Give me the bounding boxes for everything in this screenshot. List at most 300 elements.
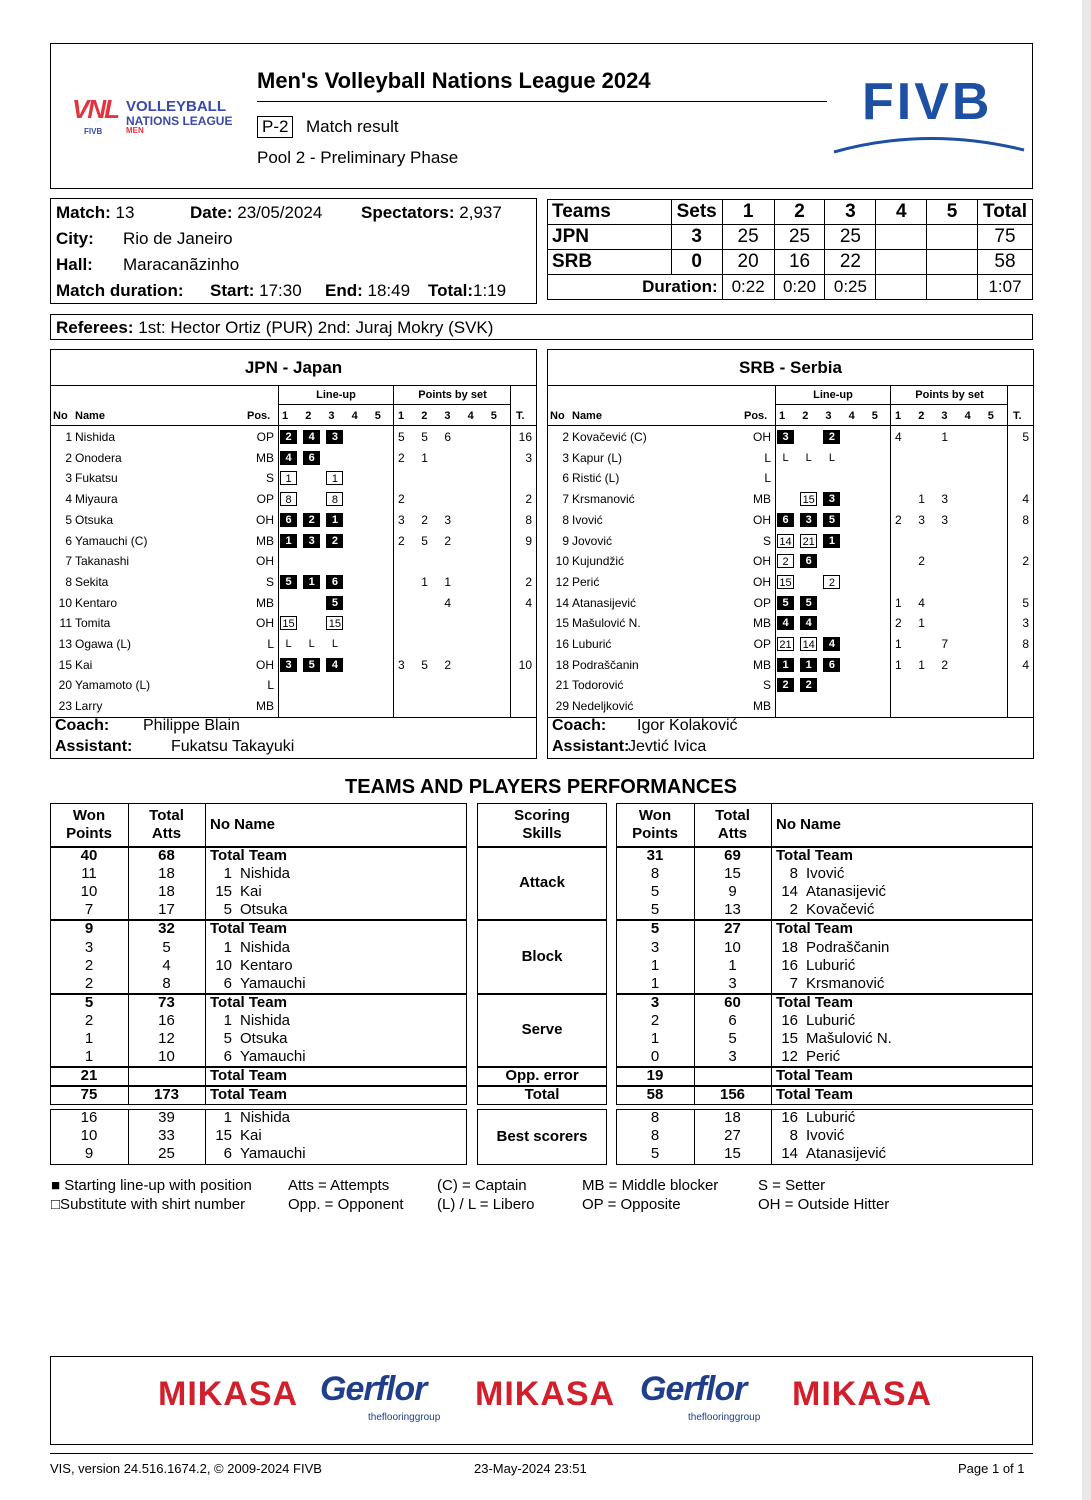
total-points: 75 [978,225,1033,250]
set-points: 5 [421,657,428,672]
end-row [325,281,410,301]
total-attempts: 17 [158,901,175,919]
player-number: 15 [781,1030,798,1047]
starting-position: 3 [303,534,320,548]
player-number: 29 [555,699,569,714]
player-name: Kai [240,883,262,901]
header-divider [547,425,1034,426]
player-total: 8 [1022,512,1029,527]
set-points: 3 [398,657,405,672]
name-header: Name [75,410,105,422]
player-position: OP [753,637,771,651]
date-label: Date: [190,203,233,222]
total-atts-header: Total [149,807,184,824]
player-name: Krsmanović [806,974,885,992]
footer-page: Page 1 of 1 [958,1461,1025,1476]
total-attempts: 60 [724,993,741,1011]
starting-position: 1 [303,575,320,589]
assistant-name: Jevtić Ivica [628,738,707,755]
total-attempts: 10 [724,938,741,956]
skill-label: Block [521,947,563,965]
starting-position: 2 [800,678,817,692]
set-points: 2 [918,554,925,569]
player-name: Luburić [806,1109,856,1126]
sets-duration-row [548,275,1033,300]
column-divider [205,920,206,992]
referees-names: 1st: Hector Ortiz (PUR) 2nd: Juraj Mokry (SVK) [138,318,494,337]
won-points: 3 [84,938,94,956]
player-number: 8 [789,1127,798,1145]
total-attempts: 3 [728,1048,737,1066]
total-attempts: 69 [724,847,741,864]
player-number: 4 [65,492,72,507]
won-points: 5 [650,920,660,938]
report-code-badge: P-2 [257,116,293,138]
won-points: 3 [650,938,660,956]
total-duration: 1:07 [978,275,1033,300]
total-attempts: 16 [158,1011,175,1029]
player-total: 16 [518,430,532,444]
starting-position: 5 [823,513,840,527]
sets-won: 3 [671,225,722,250]
sets-header-2: 2 [774,200,825,225]
player-position: OP [256,430,274,444]
player-number: 14 [781,883,798,901]
header-divider [50,425,537,426]
player-total: 2 [525,574,532,589]
match-number: 13 [115,203,135,222]
coach-label: Coach: [552,717,607,734]
column-divider [771,1067,772,1085]
won-points-header: Won [72,807,106,824]
team-code: SRB [548,250,672,275]
player-number: 5 [223,901,232,919]
substitute-number: 15 [326,616,343,630]
lineup-set-header: 2 [802,410,809,422]
total-attempts: 4 [162,956,171,974]
total-attempts: 10 [158,1048,175,1066]
total-header: T. [1013,410,1022,422]
divider [547,385,1034,386]
set-points: 2 [398,533,405,548]
lineup-set-header: 2 [305,410,312,422]
total-team-label: Total Team [210,920,287,938]
total-time: 1:19 [473,281,507,300]
player-total: 3 [1022,616,1029,631]
team-title: JPN - Japan [244,358,343,377]
vnl-mark-icon: VNL [72,94,118,124]
won-points: 2 [650,1011,660,1029]
total-atts-header: Total [715,807,750,824]
player-number: 5 [223,1030,232,1047]
sets-header-sets: Sets [671,200,722,225]
vnl-logo-line2: NATIONS LEAGUE [126,114,233,128]
total-attempts: 15 [724,1145,741,1163]
player-name: Kapur (L) [572,450,623,465]
player-number: 3 [562,450,569,465]
starting-position: 1 [326,513,343,527]
sets-header-row [548,200,1033,225]
total-team-label: Total Team [776,993,853,1011]
total-attempts: 15 [724,865,741,883]
player-number: 10 [215,956,232,974]
starting-position: 1 [800,658,817,672]
player-name: Sekita [75,574,109,589]
set-score: 16 [774,250,825,275]
player-name: Krsmanović [572,492,635,507]
player-position: MB [753,657,771,672]
player-name: Kovačević (C) [572,430,647,444]
player-total: 5 [1022,430,1029,444]
player-number: 16 [781,1109,798,1126]
player-position: S [762,678,771,693]
total-attempts: 8 [162,974,171,992]
substitute-number: 1 [280,471,297,485]
referees-label: Referees: [56,318,134,337]
subheader-divider [775,404,1007,405]
lineup-set-header: 1 [779,410,786,422]
player-name: Todorović [572,678,624,693]
assistant-label: Assistant: [552,738,630,755]
total-attempts: 68 [158,847,175,864]
player-position: L [764,450,771,465]
total-attempts: 18 [724,1109,741,1126]
player-name: Onodera [75,450,122,465]
player-total: 8 [525,512,532,527]
set-points: 2 [421,512,428,527]
sets-row-jpn [548,225,1033,250]
player-name: Mašulović N. [806,1030,892,1047]
set-duration: 0:25 [825,275,876,300]
player-position: OH [753,430,771,444]
player-number: 21 [555,678,569,693]
total-team-label: Total Team [210,993,287,1011]
won-points-header: Points [632,825,678,842]
won-points: 11 [81,865,97,883]
total-team-label: Total Team [210,1067,287,1085]
column-divider [771,920,772,992]
legend-item: (L) / L = Libero [437,1196,535,1213]
title-underline [257,101,827,102]
won-points: 1 [84,1030,94,1047]
starting-position: 2 [326,534,343,548]
scoring-skills-header: Skills [522,825,562,842]
player-name: Yamauchi (C) [75,533,148,548]
won-points: 58 [646,1086,664,1104]
player-name: Kai [240,1127,262,1145]
starting-position: 6 [800,554,817,568]
set-points: 5 [421,430,428,444]
performances-title: TEAMS AND PLAYERS PERFORMANCES [345,776,737,798]
starting-position: 2 [303,513,320,527]
player-total: 4 [1022,492,1029,507]
player-total: 2 [1022,554,1029,569]
total-team-label: Total Team [210,847,287,864]
won-points-header: Points [66,825,112,842]
column-divider [205,994,206,1066]
won-points: 75 [80,1086,98,1104]
set-points: 6 [444,430,452,444]
player-position: OH [256,512,274,527]
won-points: 7 [84,901,94,919]
mikasa-logo: MIKASA [158,1375,299,1413]
legend-item: ■ Starting line-up with position [51,1177,252,1194]
player-name: Otsuka [75,512,114,527]
column-divider [205,1086,206,1104]
player-position: MB [256,595,274,610]
player-number: 16 [555,637,569,651]
coach-name: Philippe Blain [143,717,240,734]
column-divider [771,803,772,847]
player-number: 2 [65,450,72,465]
player-position: MB [753,492,771,507]
won-points: 10 [80,1127,98,1145]
player-name: Kujundžić [572,554,625,569]
assistant-name: Fukatsu Takayuki [171,738,295,755]
player-number: 2 [789,901,798,919]
player-name: Mašulović N. [572,616,641,631]
player-position: MB [256,533,274,548]
player-name: Nishida [240,1011,291,1029]
legend-item: (C) = Captain [437,1177,527,1194]
libero-mark: L [285,638,292,650]
no-name-header: No Name [776,816,842,833]
gerflor-logo: Gerflor [640,1370,747,1408]
points-set-header: 4 [467,410,474,422]
won-points: 8 [650,1109,660,1126]
substitute-number: 14 [777,534,794,548]
player-position: L [764,471,771,486]
report-subtitle: Match result [306,117,399,136]
column-divider [205,1067,206,1085]
won-points: 5 [84,993,94,1011]
total-attempts: 6 [728,1011,737,1029]
player-number: 18 [555,657,569,672]
player-number: 18 [781,938,798,956]
player-name: Ogawa (L) [75,637,132,651]
divider [50,385,537,386]
points-set-header: 1 [895,410,902,422]
page-title: Men's Volleyball Nations League 2024 [257,68,651,93]
sets-header-4: 4 [876,200,927,225]
total-attempts: 27 [724,1127,741,1145]
starting-position: 5 [777,596,794,610]
starting-position: 1 [280,534,297,548]
libero-mark: L [805,451,812,464]
won-points: 2 [84,1011,94,1029]
player-name: Ivović [806,1127,845,1145]
subheader-divider [278,404,510,405]
player-total: 9 [525,533,532,548]
set-points: 5 [421,533,428,548]
no-header: No [53,410,68,422]
player-position: OH [753,574,771,589]
column-divider [890,385,891,717]
substitute-number: 2 [823,575,840,589]
substitute-number: 21 [800,534,817,548]
start-time: 17:30 [259,281,302,300]
player-position: OH [256,616,274,631]
sets-table [547,199,1033,300]
starting-position: 2 [777,678,794,692]
player-name: Yamauchi [240,974,306,992]
starting-position: 4 [326,658,343,672]
libero-mark: L [782,451,789,464]
sets-won: 0 [671,250,722,275]
match-date: 23/05/2024 [237,203,323,222]
player-total: 10 [518,657,532,672]
player-name: Luburić [806,956,856,974]
column-divider [771,847,772,919]
total-time-row [428,281,506,301]
points-set-header: 3 [444,410,451,422]
lineup-header: Line-up [316,389,356,401]
total-attempts: 1 [728,956,737,974]
set-points: 2 [941,657,949,672]
starting-position: 6 [823,658,840,672]
substitute-number: 2 [777,554,794,568]
total-team-label: Total Team [776,1067,853,1085]
points-set-header: 5 [987,410,994,422]
set-duration [927,275,978,300]
player-name: Yamamoto (L) [75,678,151,693]
starting-position: 5 [800,596,817,610]
starting-position: 3 [777,430,794,444]
sets-header-1: 1 [722,200,774,225]
sets-row-srb [548,250,1033,275]
player-number: 8 [65,574,72,589]
legend-item: Atts = Attempts [288,1177,390,1194]
starting-position: 4 [777,616,794,630]
footer-version: VIS, version 24.516.1674.2, © 2009-2024 FIVB [50,1461,322,1476]
player-name: Podraščanin [572,657,639,672]
city-value: Rio de Janeiro [123,229,233,248]
player-number: 15 [555,616,569,631]
hall-value: Maracanãzinho [123,255,240,274]
player-position: L [267,678,274,693]
gerflor-tagline: theflooringgroup [368,1412,441,1423]
player-number: 6 [223,974,232,992]
match-date-row [190,203,322,223]
total-attempts: 173 [153,1086,180,1104]
total-attempts: 13 [724,901,741,919]
legend-item: MB = Middle blocker [582,1177,719,1194]
player-name: Takanashi [75,554,130,569]
starting-position: 5 [280,575,297,589]
won-points: 19 [646,1067,664,1085]
player-position: OH [256,554,274,569]
won-points: 9 [84,920,94,938]
won-points: 31 [646,847,664,864]
match-label: Match: [56,203,111,222]
set-duration: 0:20 [774,275,825,300]
set-points: 4 [918,595,925,610]
set-points: 1 [421,450,428,465]
match-number-row [56,203,134,223]
total-team-label: Total Team [776,1086,853,1104]
won-points: 1 [650,956,660,974]
legend-item: S = Setter [758,1177,826,1194]
starting-position: 2 [280,430,297,444]
best-scorers-label: Best scorers [496,1128,588,1146]
points-by-set-header: Points by set [418,389,487,401]
total-attempts: 3 [728,974,737,992]
player-number: 3 [65,471,72,486]
player-number: 7 [65,554,72,569]
starting-position: 5 [303,658,320,672]
player-name: Miyaura [75,492,118,507]
set-score: 25 [825,225,876,250]
won-points: 16 [80,1109,98,1126]
starting-position: 1 [777,658,794,672]
substitute-number: 8 [326,492,343,506]
won-points: 3 [650,993,660,1011]
player-number: 11 [59,616,72,631]
total-attempts: 5 [162,938,171,956]
player-name: Nishida [240,1109,291,1126]
starting-position: 2 [823,430,840,444]
vnl-logo [72,94,242,138]
player-name: Larry [75,699,103,714]
player-position: MB [753,616,771,631]
start-row [210,281,302,301]
footer-divider [50,1453,1033,1454]
set-points: 1 [895,657,902,672]
set-points: 4 [895,430,902,444]
fivb-logo-text: FIVB [862,73,993,131]
spectators-value: 2,937 [459,203,502,222]
total-team-label: Total Team [776,847,853,864]
player-name: Podraščanin [806,938,890,956]
won-points: 8 [650,865,660,883]
substitute-number: 15 [777,575,794,589]
column-divider [771,994,772,1066]
column-divider [1007,385,1008,717]
fivb-logo [832,73,1027,158]
column-divider [128,1067,129,1085]
substitute-number: 1 [326,471,343,485]
player-number: 23 [58,699,72,714]
player-name: Perić [572,574,600,589]
column-divider [205,803,206,847]
substitute-number: 15 [800,492,817,506]
player-number: 1 [223,1011,232,1029]
spectators-row [361,203,502,223]
player-number: 14 [555,595,569,610]
total-attempts: 18 [158,883,175,901]
end-time: 18:49 [367,281,411,300]
mikasa-logo: MIKASA [792,1375,933,1413]
starting-position: 4 [280,451,297,465]
points-set-header: 3 [941,410,948,422]
won-points: 2 [84,956,94,974]
player-position: OP [753,595,771,610]
points-by-set-header: Points by set [915,389,984,401]
lineup-set-header: 5 [374,410,381,422]
starting-position: 6 [280,513,297,527]
total-attempts: 9 [728,883,737,901]
set-score [876,225,927,250]
set-points: 3 [918,512,925,527]
hall-label: Hall: [56,255,93,274]
set-points: 4 [444,595,452,610]
player-number: 12 [555,574,569,589]
vnl-logo-line1: VOLLEYBALL [126,98,226,115]
points-set-header: 1 [398,410,405,422]
player-number: 7 [562,492,569,507]
player-position: S [265,471,274,486]
player-total: 8 [1022,637,1029,651]
